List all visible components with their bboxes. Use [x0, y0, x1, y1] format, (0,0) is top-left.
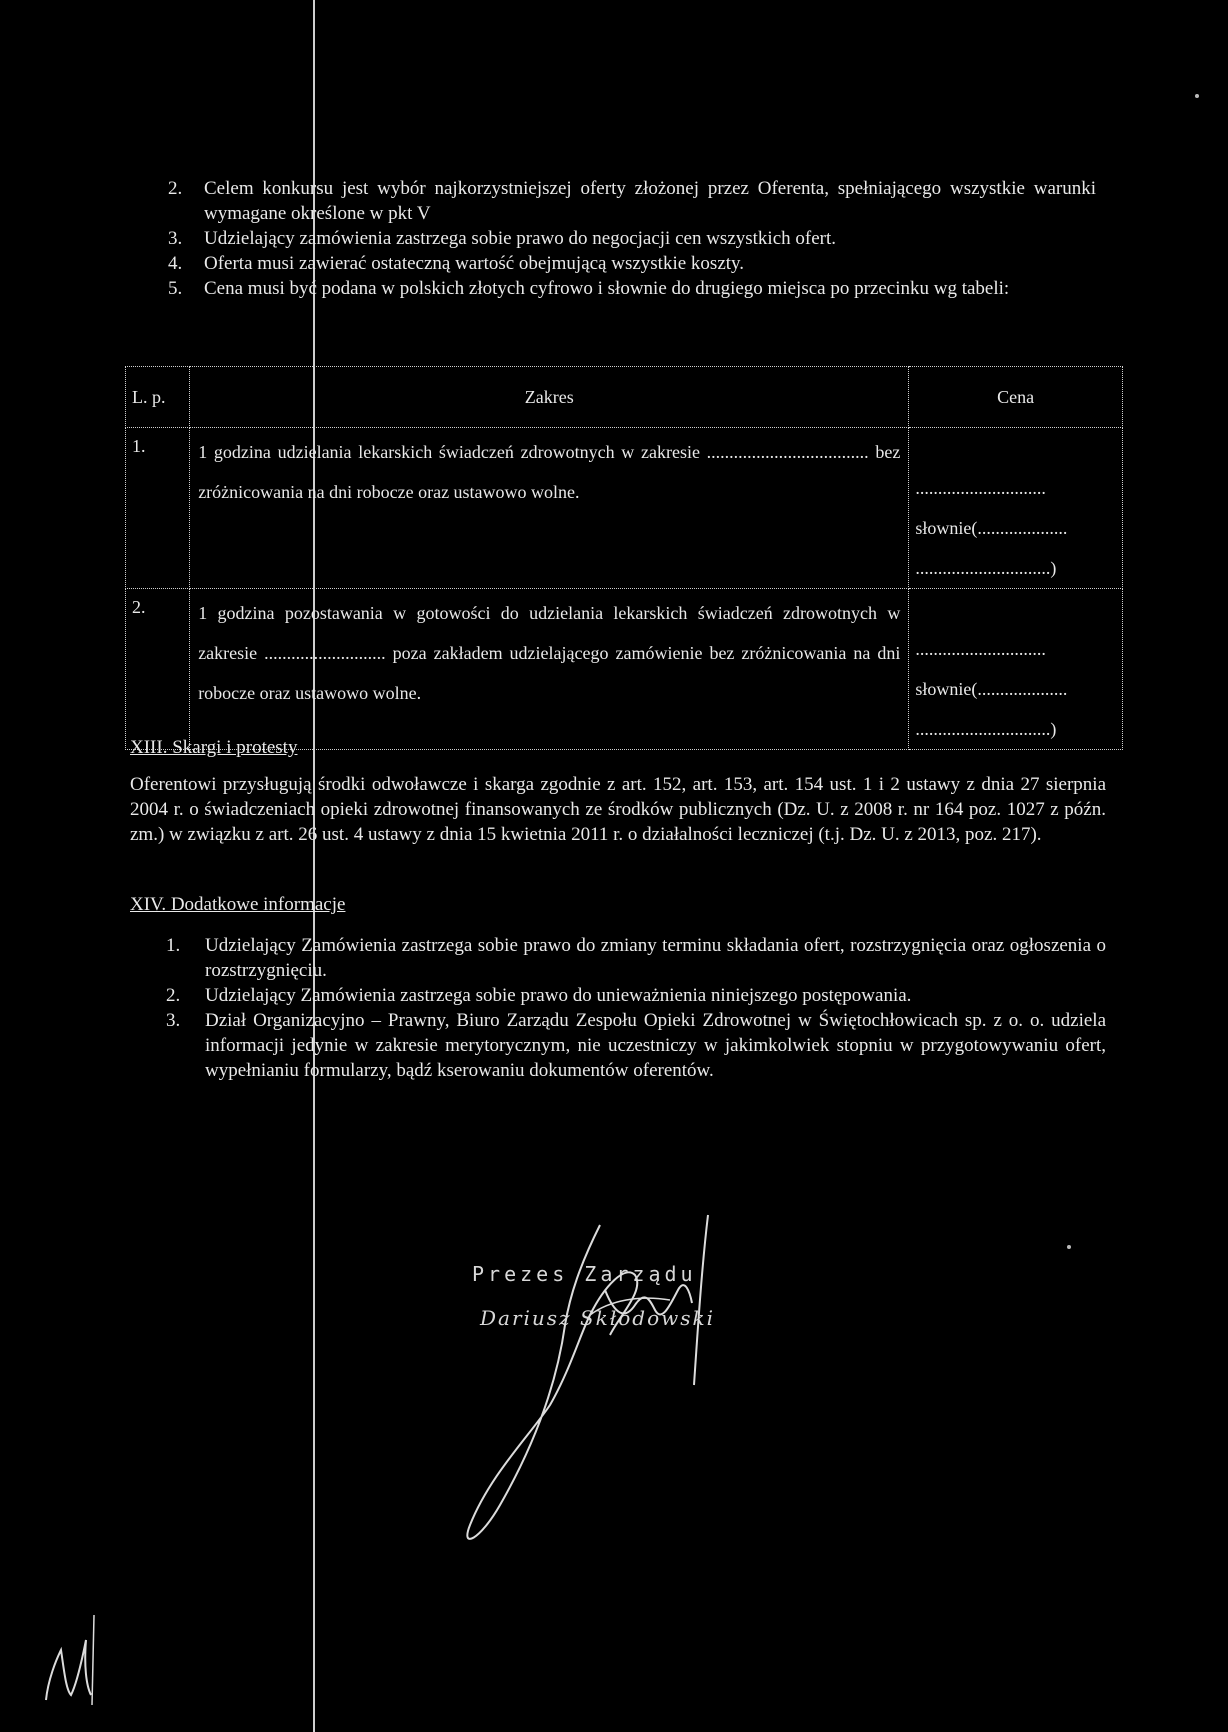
info-list	[130, 933, 1106, 1083]
list-number: 3.	[168, 228, 183, 249]
cell-lp: 1.	[126, 428, 190, 589]
section-additional-info	[130, 892, 1106, 1083]
list-text: Udzielający Zamówienia zastrzega sobie prawo do zmiany terminu składania ofert, rozstrzygnięcia oraz ogłoszenia o rozstrzygnięciu.	[205, 935, 1106, 981]
list-item	[168, 226, 1096, 251]
section-body: Oferentowi przysługują środki odwoławcze i skarga zgodnie z art. 152, art. 153, art. 154 ust. 1 i 2 ustawy z dnia 27 sierpnia 2004 r. o świadczeniach opieki zdrowotnej finansowanych ze środków publicznych (Dz. U. z 2008 r. nr 164 poz. 1027 z późn. zm.) w związku z art. 26 ust. 4 ustawy z dnia 15 kwietnia 2011 r. o działalności leczniczej (t.j. Dz. U. z 2013, poz. 217).	[130, 774, 1106, 845]
list-text: Cena musi być podana w polskich złotych cyfrowo i słownie do drugiego miejsca po przecinku wg tabeli:	[204, 278, 1010, 299]
row-description: 1 godzina pozostawania w gotowości do udzielania lekarskich świadczeń zdrowotnych w zakresie ........................... poza zakładem udzielającego zamówienie bez zróżnicowania na dni robocze oraz ustawowo wolne.	[198, 603, 901, 703]
price-words-end: ..............................)	[915, 558, 1057, 578]
header-cena: Cena	[909, 367, 1123, 428]
section-title: XIII. Skargi i protesty	[130, 737, 298, 758]
section-title: XIV. Dodatkowe informacje	[130, 894, 346, 915]
list-number: 2.	[168, 178, 183, 199]
scan-artifact-dot	[1067, 1245, 1071, 1249]
list-text: Udzielający zamówienia zastrzega sobie prawo do negocjacji cen wszystkich ofert.	[204, 228, 837, 249]
list-item	[130, 1008, 1106, 1083]
list-number: 3.	[166, 1010, 181, 1031]
cell-zakres	[190, 428, 909, 589]
price-words: słownie(....................	[915, 518, 1068, 538]
list-text: Udzielający Zamówienia zastrzega sobie prawo do unieważnienia niniejszego postępowania.	[205, 985, 912, 1006]
list-number: 2.	[166, 985, 181, 1006]
table-row	[126, 589, 1123, 750]
signature-icon	[440, 1205, 740, 1565]
list-number: 5.	[168, 278, 183, 299]
cell-lp: 2.	[126, 589, 190, 750]
section-complaints	[130, 735, 1106, 847]
stamp-name: Dariusz Skłodowski	[480, 1306, 716, 1330]
list-number: 4.	[168, 253, 183, 274]
list-number: 1.	[166, 935, 181, 956]
stamp-title: Prezes Zarządu	[472, 1262, 697, 1286]
cell-cena	[909, 428, 1123, 589]
price-digits: .............................	[915, 478, 1046, 498]
conditions-list	[168, 176, 1096, 301]
table-header-row	[126, 367, 1123, 428]
scan-artifact-dot	[1195, 94, 1199, 98]
list-item	[168, 176, 1096, 226]
price-table	[125, 366, 1123, 750]
cell-zakres	[190, 589, 909, 750]
list-item	[168, 251, 1096, 276]
list-text: Dział Organizacyjno – Prawny, Biuro Zarządu Zespołu Opieki Zdrowotnej w Świętochłowicach sp. z o. o. udziela informacji jedynie w zakresie merytorycznym, nie uczestniczy w jakimkolwiek stopniu w przygotowywaniu ofert, wypełnianiu formularzy, bądź kserowaniu dokumentów oferentów.	[205, 1010, 1106, 1081]
header-lp: L. p.	[126, 367, 190, 428]
list-item	[168, 276, 1096, 301]
header-zakres: Zakres	[190, 367, 909, 428]
list-item	[130, 933, 1106, 983]
price-words-end: ..............................)	[915, 719, 1057, 739]
price-words: słownie(....................	[915, 679, 1068, 699]
list-item	[130, 983, 1106, 1008]
cell-cena	[909, 589, 1123, 750]
price-digits: .............................	[915, 639, 1046, 659]
row-description: 1 godzina udzielania lekarskich świadczeń zdrowotnych w zakresie .................................... bez zróżnicowania na dni robocze oraz ustawowo wolne.	[198, 442, 901, 502]
list-text: Oferta musi zawierać ostateczną wartość obejmującą wszystkie koszty.	[204, 253, 745, 274]
table-row	[126, 428, 1123, 589]
list-text: Celem konkursu jest wybór najkorzystniejszej oferty złożonej przez Oferenta, spełniającego wszystkie warunki wymagane określone w pkt V	[204, 178, 1096, 224]
initials-icon	[36, 1610, 106, 1710]
